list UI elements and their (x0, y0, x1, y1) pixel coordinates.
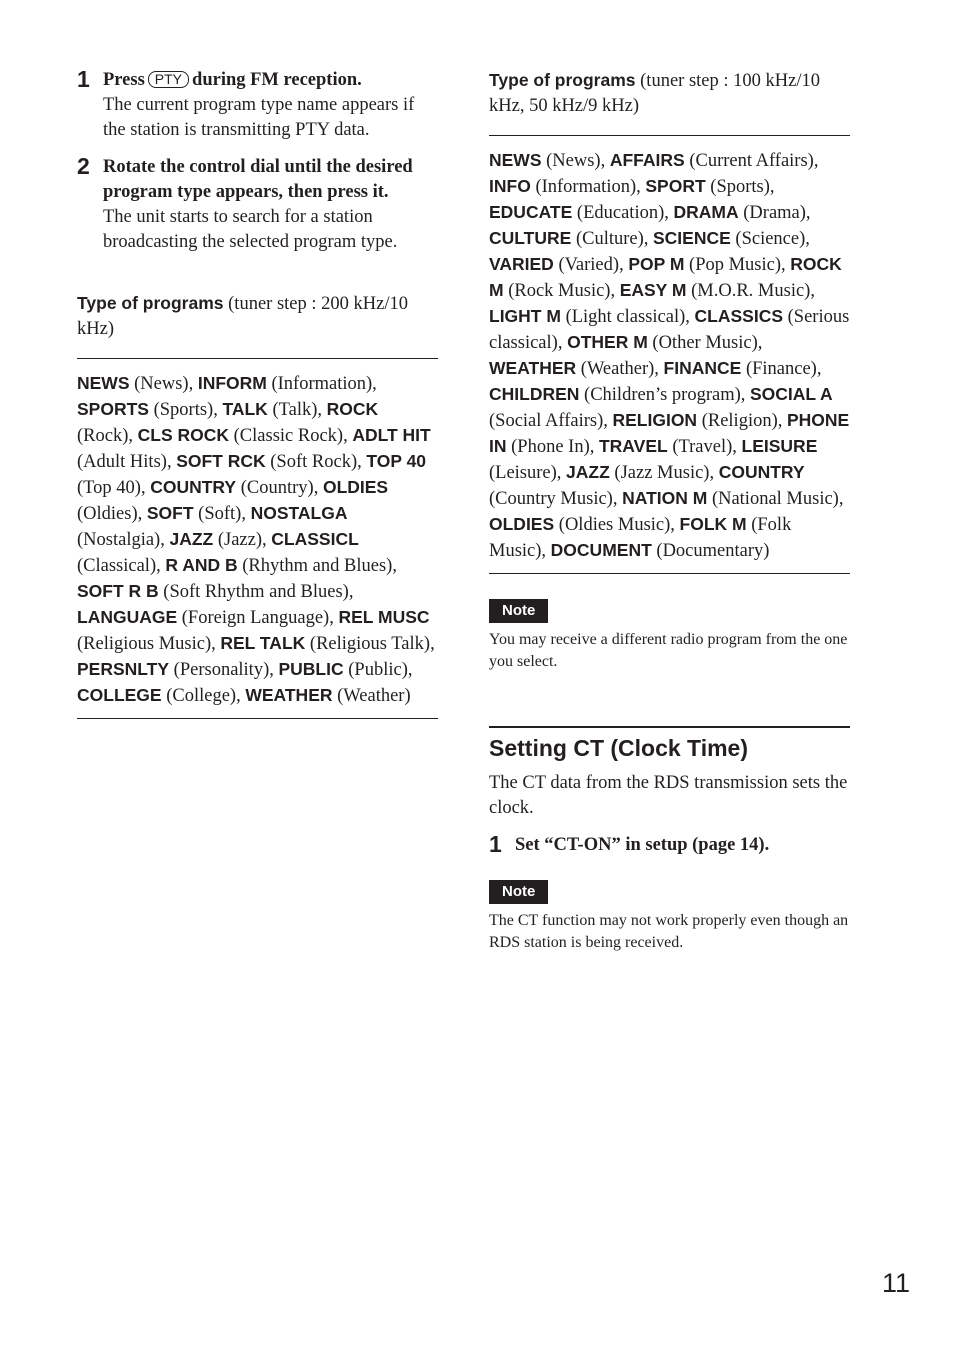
note-text: The CT function may not work properly even though an RDS station is being received. (489, 912, 849, 951)
program-type-code: AFFAIRS (609, 150, 685, 170)
program-type-entry: JAZZ (Jazz Music), (566, 462, 719, 483)
program-type-entry: NOSTALGA (Nostalgia), (77, 503, 348, 550)
program-type-entry: WEATHER (Weather), (489, 358, 664, 379)
program-type-entry: COUNTRY (Country Music), (489, 462, 805, 509)
program-type-description: (Foreign Language) (181, 608, 330, 628)
program-type-description: (Religion) (701, 411, 778, 431)
program-type-entry: AFFAIRS (Current Affairs), (609, 150, 819, 171)
program-type-code: TOP 40 (366, 451, 427, 471)
program-type-description: (Sports) (710, 177, 770, 197)
program-type-entry: CHILDREN (Children’s program), (489, 384, 750, 405)
program-types-heading (489, 68, 850, 136)
program-type-entry: FOLK M (Folk Music), (489, 514, 792, 561)
program-type-description: (Education) (576, 203, 665, 223)
program-type-entry: PERSNLTY (Personality), (77, 659, 279, 680)
program-types-heading (77, 291, 438, 359)
note-badge: Note (489, 599, 548, 623)
program-type-description: (Oldies Music) (558, 515, 671, 535)
program-type-description: (Weather) (337, 686, 411, 706)
program-type-code: CLASSICS (694, 306, 783, 326)
program-type-description: (Sports) (153, 400, 214, 420)
program-type-description: (Nostalgia) (77, 530, 161, 550)
program-type-description: (Talk) (272, 400, 318, 420)
program-types-label: Type of programs (77, 293, 224, 313)
tuner-step-note: (tuner step : 100 kHz/10 kHz, 50 kHz/9 kHz) (489, 71, 820, 116)
program-type-entry: INFORM (Information), (197, 373, 377, 394)
program-type-description: (Other Music) (652, 333, 758, 353)
program-type-entry: REL MUSC (Religious Music), (77, 607, 430, 654)
program-type-code: ROCK (326, 399, 379, 419)
program-type-entry: EDUCATE (Education), (489, 202, 674, 223)
program-type-code: SPORT (645, 176, 706, 196)
program-type-description: (Social Affairs) (489, 411, 604, 431)
note-badge: Note (489, 880, 548, 904)
program-type-code: OTHER M (567, 332, 648, 352)
program-type-entry: R AND B (Rhythm and Blues), (165, 555, 397, 576)
step-title: Rotate the control dial until the desired program type appears, then press it. (103, 157, 413, 202)
program-type-description: (Documentary) (656, 541, 770, 561)
tuner-step-note: (tuner step : 200 kHz/10 kHz) (77, 294, 408, 339)
program-type-description: (Science) (735, 229, 806, 249)
program-type-code: FOLK M (679, 514, 747, 534)
program-type-entry: SCIENCE (Science), (653, 228, 810, 249)
program-type-code: CHILDREN (489, 384, 580, 404)
program-type-entry: SOCIAL A (Social Affairs), (489, 384, 833, 431)
program-type-description: (Rock) (77, 426, 129, 446)
program-type-description: (Classic Rock) (233, 426, 344, 446)
program-type-description: (Culture) (575, 229, 644, 249)
program-type-entry: PUBLIC (Public), (278, 659, 413, 680)
step-number: 1 (489, 831, 502, 857)
program-type-description: (Country Music) (489, 489, 613, 509)
program-type-description: (Religious Music) (77, 634, 212, 654)
program-type-description: (Top 40) (77, 478, 141, 498)
note-block (489, 599, 850, 673)
program-type-code: INFO (489, 176, 531, 196)
program-type-entry: RELIGION (Religion), (612, 410, 787, 431)
program-type-entry: SOFT (Soft), (146, 503, 251, 524)
program-type-description: (Personality) (173, 660, 270, 680)
program-type-code: LIGHT M (489, 306, 561, 326)
program-type-code: PHONE IN (489, 410, 850, 456)
program-type-code: DOCUMENT (550, 540, 652, 560)
program-type-entry: CLASSICL (Classical), (77, 529, 359, 576)
program-type-entry: FINANCE (Finance), (663, 358, 822, 379)
program-type-code: VARIED (489, 254, 554, 274)
program-type-code: JAZZ (169, 529, 214, 549)
program-type-description: (Finance) (745, 359, 817, 379)
program-type-description: (Information) (535, 177, 637, 197)
right-column (489, 68, 850, 954)
step-body: The current program type name appears if the station is transmitting PTY data. (103, 95, 415, 140)
program-type-entry: OTHER M (Other Music), (567, 332, 763, 353)
pty-button-icon: PTY (148, 71, 189, 88)
program-type-description: (College) (166, 686, 237, 706)
program-type-entry: ROCK M (Rock Music), (489, 254, 842, 301)
program-type-code: PUBLIC (278, 659, 344, 679)
program-type-description: (Pop Music) (689, 255, 782, 275)
section-body: The CT data from the RDS transmission sets the clock. (489, 773, 848, 818)
program-type-entry: TRAVEL (Travel), (598, 436, 742, 457)
step-2-rotate-dial (77, 155, 438, 255)
program-type-description: (Soft) (198, 504, 242, 524)
program-type-code: SOFT RCK (176, 451, 266, 471)
program-type-description: (Children’s program) (584, 385, 741, 405)
program-type-description: (Information) (271, 374, 373, 394)
program-type-description: (Varied) (558, 255, 620, 275)
program-types-label: Type of programs (489, 70, 636, 90)
program-type-description: (Religious Talk) (309, 634, 431, 654)
program-type-entry: JAZZ (Jazz), (169, 529, 272, 550)
program-type-code: SPORTS (77, 399, 149, 419)
program-type-code: COUNTRY (718, 462, 805, 482)
program-type-description: (Country) (240, 478, 314, 498)
program-type-entry: INFO (Information), (489, 176, 646, 197)
program-type-code: EDUCATE (489, 202, 573, 222)
program-type-description: (News) (546, 151, 601, 171)
program-type-description: (Soft Rhythm and Blues) (163, 582, 349, 602)
program-type-code: LEISURE (741, 436, 818, 456)
program-type-entry: TOP 40 (Top 40), (77, 451, 427, 498)
program-type-entry: SPORT (Sports), (645, 176, 775, 197)
program-type-code: TALK (222, 399, 268, 419)
program-type-entry: VARIED (Varied), (489, 254, 629, 275)
program-type-code: WEATHER (245, 685, 333, 705)
program-type-entry: LEISURE (Leisure), (489, 436, 818, 483)
program-type-code: POP M (628, 254, 685, 274)
program-type-code: RELIGION (612, 410, 698, 430)
step-number: 2 (77, 153, 90, 179)
program-type-code: CULTURE (489, 228, 572, 248)
program-type-code: OLDIES (322, 477, 389, 497)
program-type-entry: ROCK (Rock), (77, 399, 379, 446)
program-type-description: (Current Affairs) (689, 151, 814, 171)
note-text: You may receive a different radio program from the one you select. (489, 631, 848, 670)
program-type-entry: CLASSICS (Serious classical), (489, 306, 850, 353)
program-type-description: (Adult Hits) (77, 452, 167, 472)
program-type-code: LANGUAGE (77, 607, 178, 627)
program-type-code: WEATHER (489, 358, 577, 378)
program-type-description: (Classical) (77, 556, 157, 576)
program-type-description: (Oldies) (77, 504, 138, 524)
program-type-description: (M.O.R. Music) (691, 281, 811, 301)
program-type-code: TRAVEL (598, 436, 668, 456)
program-type-entry: LIGHT M (Light classical), (489, 306, 695, 327)
program-type-entry: REL TALK (Religious Talk), (220, 633, 435, 654)
program-type-code: PERSNLTY (77, 659, 170, 679)
note-block (489, 880, 850, 954)
program-type-description: (National Music) (711, 489, 839, 509)
program-type-code: OLDIES (489, 514, 555, 534)
program-type-code: INFORM (197, 373, 267, 393)
program-types-list (489, 136, 850, 574)
program-type-entry: OLDIES (Oldies Music), (489, 514, 680, 535)
program-type-code: FINANCE (663, 358, 742, 378)
program-type-code: SOFT R B (77, 581, 159, 601)
program-type-description: (Rhythm and Blues) (242, 556, 393, 576)
program-type-entry (551, 541, 770, 561)
program-type-description: (Soft Rock) (270, 452, 358, 472)
program-type-entry: SPORTS (Sports), (77, 399, 223, 420)
program-type-code: NEWS (489, 150, 542, 170)
program-type-description: (News) (134, 374, 189, 394)
program-type-code: DRAMA (673, 202, 739, 222)
step-title (103, 68, 438, 93)
program-type-entry: DRAMA (Drama), (673, 202, 811, 223)
program-type-description: (Travel) (672, 437, 733, 457)
program-type-code: NOSTALGA (250, 503, 348, 523)
program-type-code: CLASSICL (271, 529, 359, 549)
program-type-code: NEWS (77, 373, 130, 393)
program-type-code: COLLEGE (77, 685, 162, 705)
step-1-press-pty (77, 68, 438, 143)
step-title-prefix: Press (103, 70, 145, 90)
program-type-code: EASY M (619, 280, 687, 300)
step-title-suffix: during FM reception. (192, 70, 362, 90)
program-type-entry: NEWS (News), (489, 150, 610, 171)
program-type-entry: TALK (Talk), (222, 399, 327, 420)
program-type-code: COUNTRY (150, 477, 237, 497)
program-type-code: CLS ROCK (137, 425, 230, 445)
program-types-list (77, 359, 438, 719)
program-type-code: ROCK M (489, 254, 842, 300)
program-type-description: (Folk Music) (489, 515, 792, 561)
program-type-description: (Public) (348, 660, 408, 680)
program-type-description: (Leisure) (489, 463, 557, 483)
program-type-description: (Weather) (580, 359, 655, 379)
program-type-description: (Jazz) (217, 530, 263, 550)
program-type-entry: EASY M (M.O.R. Music), (619, 280, 815, 301)
program-type-description: (Rock Music) (508, 281, 611, 301)
program-type-description: (Serious classical) (489, 307, 850, 353)
clock-time-section (489, 726, 850, 858)
program-type-entry: NATION M (National Music), (622, 488, 844, 509)
program-type-entry: SOFT R B (Soft Rhythm and Blues), (77, 581, 354, 602)
program-type-entry: COUNTRY (Country), (150, 477, 323, 498)
program-type-code: SOCIAL A (750, 384, 833, 404)
program-type-entry: CLS ROCK (Classic Rock), (137, 425, 353, 446)
step-1-ct-on (489, 833, 850, 858)
program-type-code: NATION M (622, 488, 708, 508)
program-type-code: ADLT HIT (352, 425, 431, 445)
program-type-entry: NEWS (News), (77, 373, 198, 394)
program-type-code: R AND B (165, 555, 238, 575)
page-number: 11 (882, 1268, 911, 1298)
program-type-entry: CULTURE (Culture), (489, 228, 653, 249)
program-type-description: (Jazz Music) (614, 463, 710, 483)
program-type-entry: COLLEGE (College), (77, 685, 246, 706)
program-type-entry: SOFT RCK (Soft Rock), (176, 451, 367, 472)
program-type-code: SCIENCE (653, 228, 731, 248)
program-type-code: REL TALK (220, 633, 306, 653)
step-body: The unit starts to search for a station broadcasting the selected program type. (103, 207, 398, 252)
program-type-entry: PHONE IN (Phone In), (489, 410, 850, 457)
program-type-code: JAZZ (566, 462, 610, 482)
program-type-entry: LANGUAGE (Foreign Language), (77, 607, 339, 628)
step-number: 1 (77, 66, 90, 92)
left-column (77, 68, 438, 719)
program-type-code: SOFT (146, 503, 194, 523)
program-type-entry (245, 686, 410, 706)
program-type-description: (Phone In) (511, 437, 590, 457)
program-type-entry: POP M (Pop Music), (628, 254, 791, 275)
program-type-code: REL MUSC (338, 607, 430, 627)
program-type-description: (Drama) (743, 203, 806, 223)
step-title: Set “CT-ON” in setup (page 14). (515, 835, 770, 855)
program-type-description: (Light classical) (565, 307, 686, 327)
program-type-entry: OLDIES (Oldies), (77, 477, 389, 524)
section-title: Setting CT (Clock Time) (489, 726, 850, 765)
program-type-entry: ADLT HIT (Adult Hits), (77, 425, 431, 472)
